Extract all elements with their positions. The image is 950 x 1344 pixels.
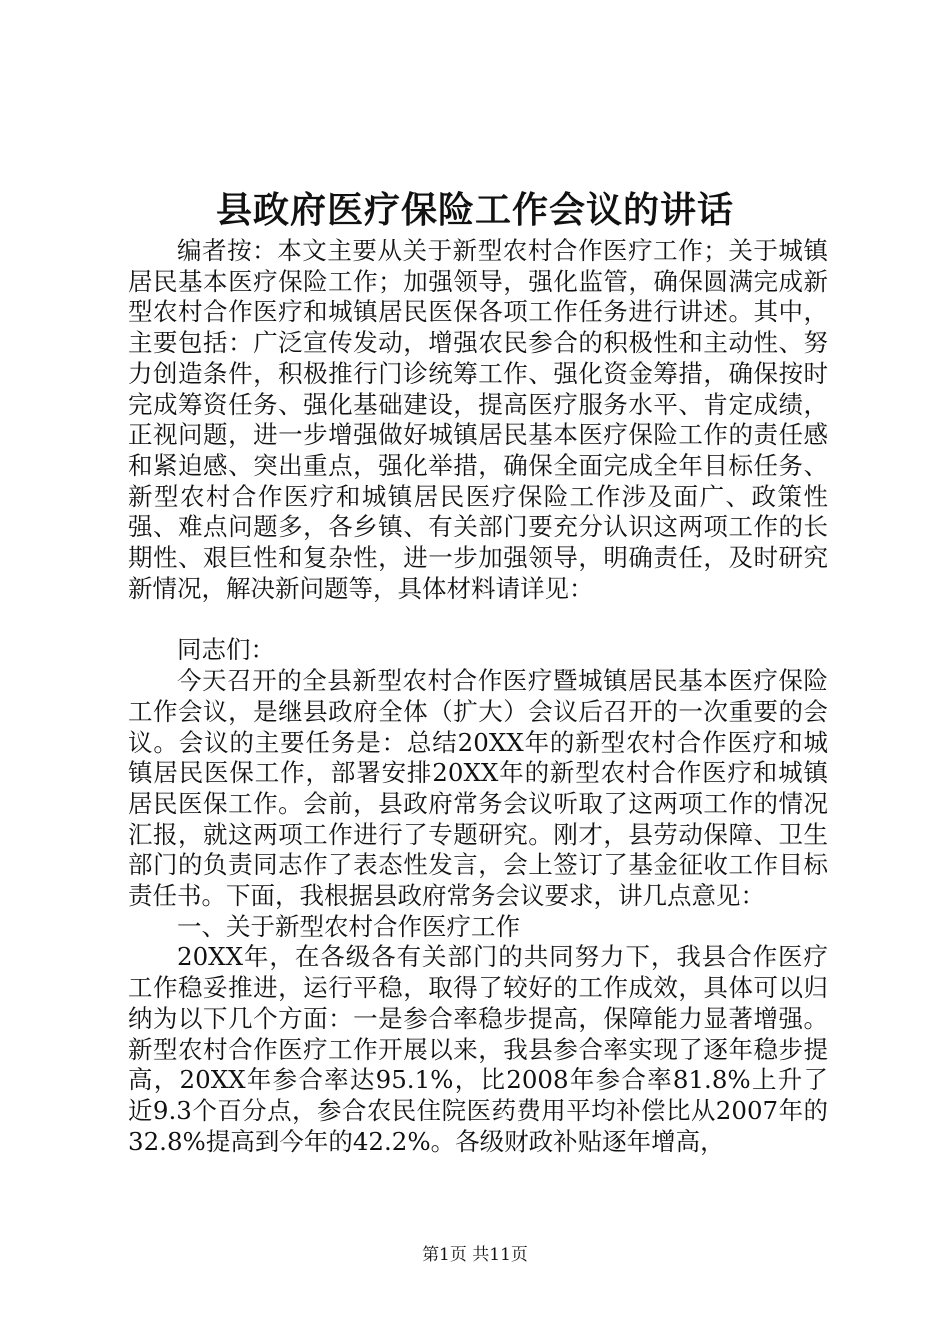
document-title: 县政府医疗保险工作会议的讲话	[215, 189, 734, 231]
section-paragraph: 20XX年，在各级各有关部门的共同努力下，我县合作医疗工作稳妥推进，运行平稳，取得了较好的工作成效，具体可以归纳为以下几个方面：一是参合率稳步提高，保障能力显著增强。新型农村合作医疗工作开展以来，我县参合率实现了逐年稳步提高，20XX年参合率达95.1%，比2008年参合率81.8%上升了近9.3个百分点，参合农民住院医药费用平均补偿比从2007年的32.8%提高到今年的42.2%。各级财政补贴逐年增高，	[128, 942, 828, 1156]
page-footer: 第1页 共11页	[422, 1245, 528, 1265]
opening-paragraph: 今天召开的全县新型农村合作医疗暨城镇居民基本医疗保险工作会议，是继县政府全体（扩大）会议后召开的一次重要的会议。会议的主要任务是：总结20XX年的新型农村合作医疗和城镇居民医保工作，部署安排20XX年的新型农村合作医疗和城镇居民医保工作。会前，县政府常务会议听取了这两项工作的情况汇报，就这两项工作进行了专题研究。刚才，县劳动保障、卫生部门的负责同志作了表态性发言，会上签订了基金征收工作目标责任书。下面，我根据县政府常务会议要求，讲几点意见：	[128, 666, 828, 911]
section-heading: 一、关于新型农村合作医疗工作	[177, 911, 520, 941]
salutation-paragraph: 同志们：	[177, 635, 275, 665]
editor-note-paragraph: 编者按：本文主要从关于新型农村合作医疗工作；关于城镇居民基本医疗保险工作；加强领导，强化监管，确保圆满完成新型农村合作医疗和城镇居民医保各项工作任务进行讲述。其中，主要包括：广泛宣传发动，增强农民参合的积极性和主动性、努力创造条件，积极推行门诊统筹工作、强化资金筹措，确保按时完成筹资任务、强化基础建设，提高医疗服务水平、肯定成绩，正视问题，进一步增强做好城镇居民基本医疗保险工作的责任感和紧迫感、突出重点，强化举措，确保全面完成全年目标任务、新型农村合作医疗和城镇居民医疗保险工作涉及面广、政策性强、难点问题多，各乡镇、有关部门要充分认识这两项工作的长期性、艰巨性和复杂性，进一步加强领导，明确责任，及时研究新情况，解决新问题等，具体材料请详见：	[128, 236, 828, 603]
document-body	[128, 236, 828, 1157]
